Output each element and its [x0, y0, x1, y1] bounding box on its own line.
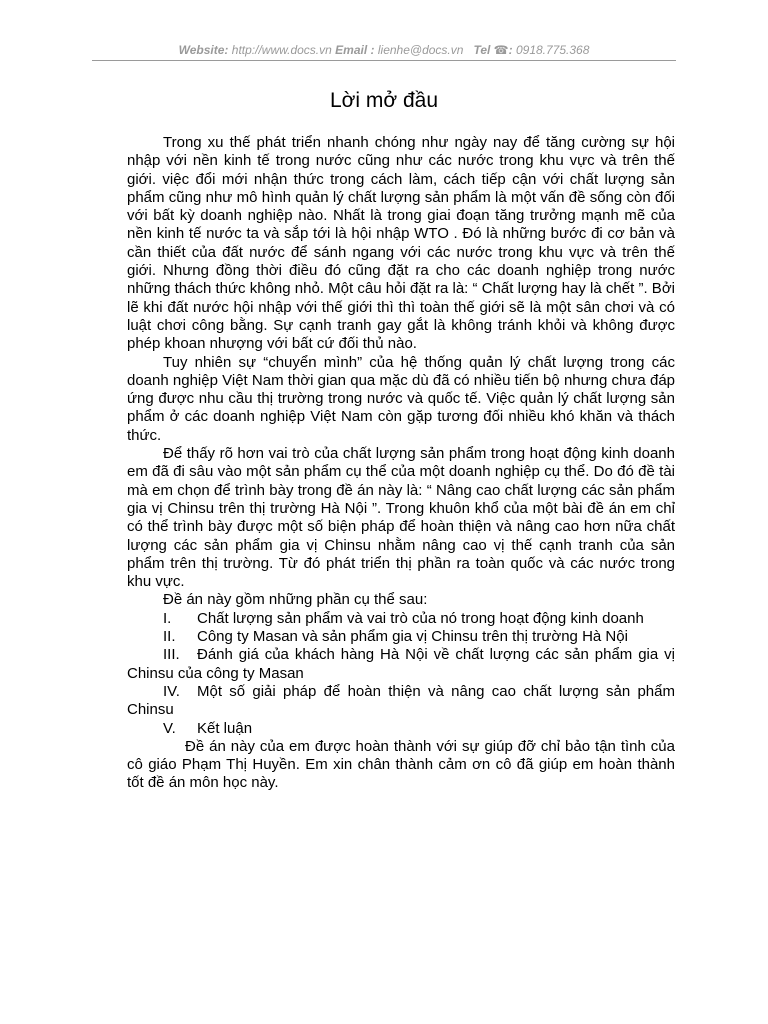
section-item — [127, 646, 675, 683]
section-number: I. — [163, 609, 172, 627]
paragraph-context: Tuy nhiên sự “chuyển mình” của hệ thống quản lý chất lượng trong các doanh nghiệp Việt Nam thời gian qua mặc dù đã có nhiều tiến bộ nhưng chưa đáp ứng được nhu cầu thị trường trong nước và quốc tế. Việc quản lý chất lượng sản phẩm ở các doanh nghiệp Việt Nam còn gặp tương đối nhiều khó khăn và thách thức. — [127, 353, 675, 444]
section-number: IV. — [163, 682, 180, 700]
website-label: Website: — [178, 43, 229, 57]
email-label: Email : — [335, 43, 375, 57]
section-text: Đánh giá của khách hàng Hà Nội về chất lượng các sản phẩm gia vị Chinsu của công ty Masan — [127, 646, 675, 682]
section-number: III. — [163, 646, 180, 664]
tel-value: 0918.775.368 — [515, 43, 590, 57]
paragraph-outline-intro: Đề án này gồm những phần cụ thể sau: — [163, 591, 428, 609]
paragraph-closing: Đề án này của em được hoàn thành với sự giúp đỡ chỉ bảo tận tình của cô giáo Phạm Thị Huyền. Em xin chân thành cảm ơn cô đã giúp em hoàn thành tốt đề án môn học này. — [127, 737, 675, 792]
section-text: Chất lượng sản phẩm và vai trò của nó trong hoạt động kinh doanh — [197, 609, 644, 627]
section-item — [127, 683, 675, 720]
section-text: Công ty Masan và sản phẩm gia vị Chinsu trên thị trường Hà Nội — [197, 628, 628, 646]
tel-label: Tel ☎: — [473, 43, 513, 57]
section-item — [127, 610, 675, 628]
section-text: Kết luận — [197, 719, 253, 737]
email-link[interactable]: lienhe@docs.vn — [377, 43, 464, 57]
paragraph-intro: Trong xu thế phát triển nhanh chóng như ngày nay để tăng cường sự hội nhập với nền kinh tế trong nước cũng như các nước trong khu vực và trên thế giới. việc đổi mới nhận thức trong cách làm, cách tiếp cận với chất lượng sản phẩm cũng như mô hình quản lý chất lượng sản phẩm là một vấn đề sống còn đối với bất kỳ doanh nghiệp nào. Nhất là trong giai đoạn tăng trưởng mạnh mẽ của nền kinh tế nước ta và sắp tới là hội nhập WTO . Đó là những bước đi cơ bản và cần thiết của đất nước để sánh ngang với các nước trong khu vực và trên thế giới. Nhưng đồng thời điều đó cũng đặt ra cho các doanh nghiệp trong nước những thách thức không nhỏ. Một câu hỏi đặt ra là: “ Chất lượng hay là chết ”. Bởi lẽ khi đất nước hội nhập với thế giới thì thì toàn thế giới sẽ là một sân chơi và có luật chơi công bằng. Sự cạnh tranh gay gắt là không tránh khỏi và không được phép khoan nhượng với bất cứ đối thủ nào. — [127, 134, 675, 353]
section-number: V. — [163, 719, 176, 737]
section-text: Một số giải pháp để hoàn thiện và nâng cao chất lượng sản phẩm Chinsu — [127, 682, 675, 719]
header-divider — [92, 60, 676, 61]
page-header — [92, 42, 676, 58]
section-number: II. — [163, 628, 176, 646]
section-item — [127, 628, 675, 646]
section-item — [127, 720, 675, 738]
paragraph-topic: Để thấy rõ hơn vai trò của chất lượng sản phẩm trong hoạt động kinh doanh em đã đi sâu vào một sản phẩm cụ thể của một doanh nghiệp cụ thể. Do đó đề tài mà em chọn để trình bày trong đề án này là: “ Nâng cao chất lượng các sản phẩm gia vị Chinsu trên thị trường Hà Nội ”. Trong khuôn khổ của một bài đề án em chỉ có thể trình bày được một số biện pháp để hoàn thiện và nâng cao hơn nữa chất lượng các sản phẩm gia vị Chinsu nhằm nâng cao vị thế cạnh tranh của sản phẩm trên thị trường. Từ đó phát triển thị phần ra toàn quốc và các nước trong khu vực. — [127, 445, 675, 591]
website-link[interactable]: http://www.docs.vn — [231, 43, 332, 57]
document-body — [127, 134, 675, 793]
page-title: Lời mở đầu — [329, 89, 439, 112]
